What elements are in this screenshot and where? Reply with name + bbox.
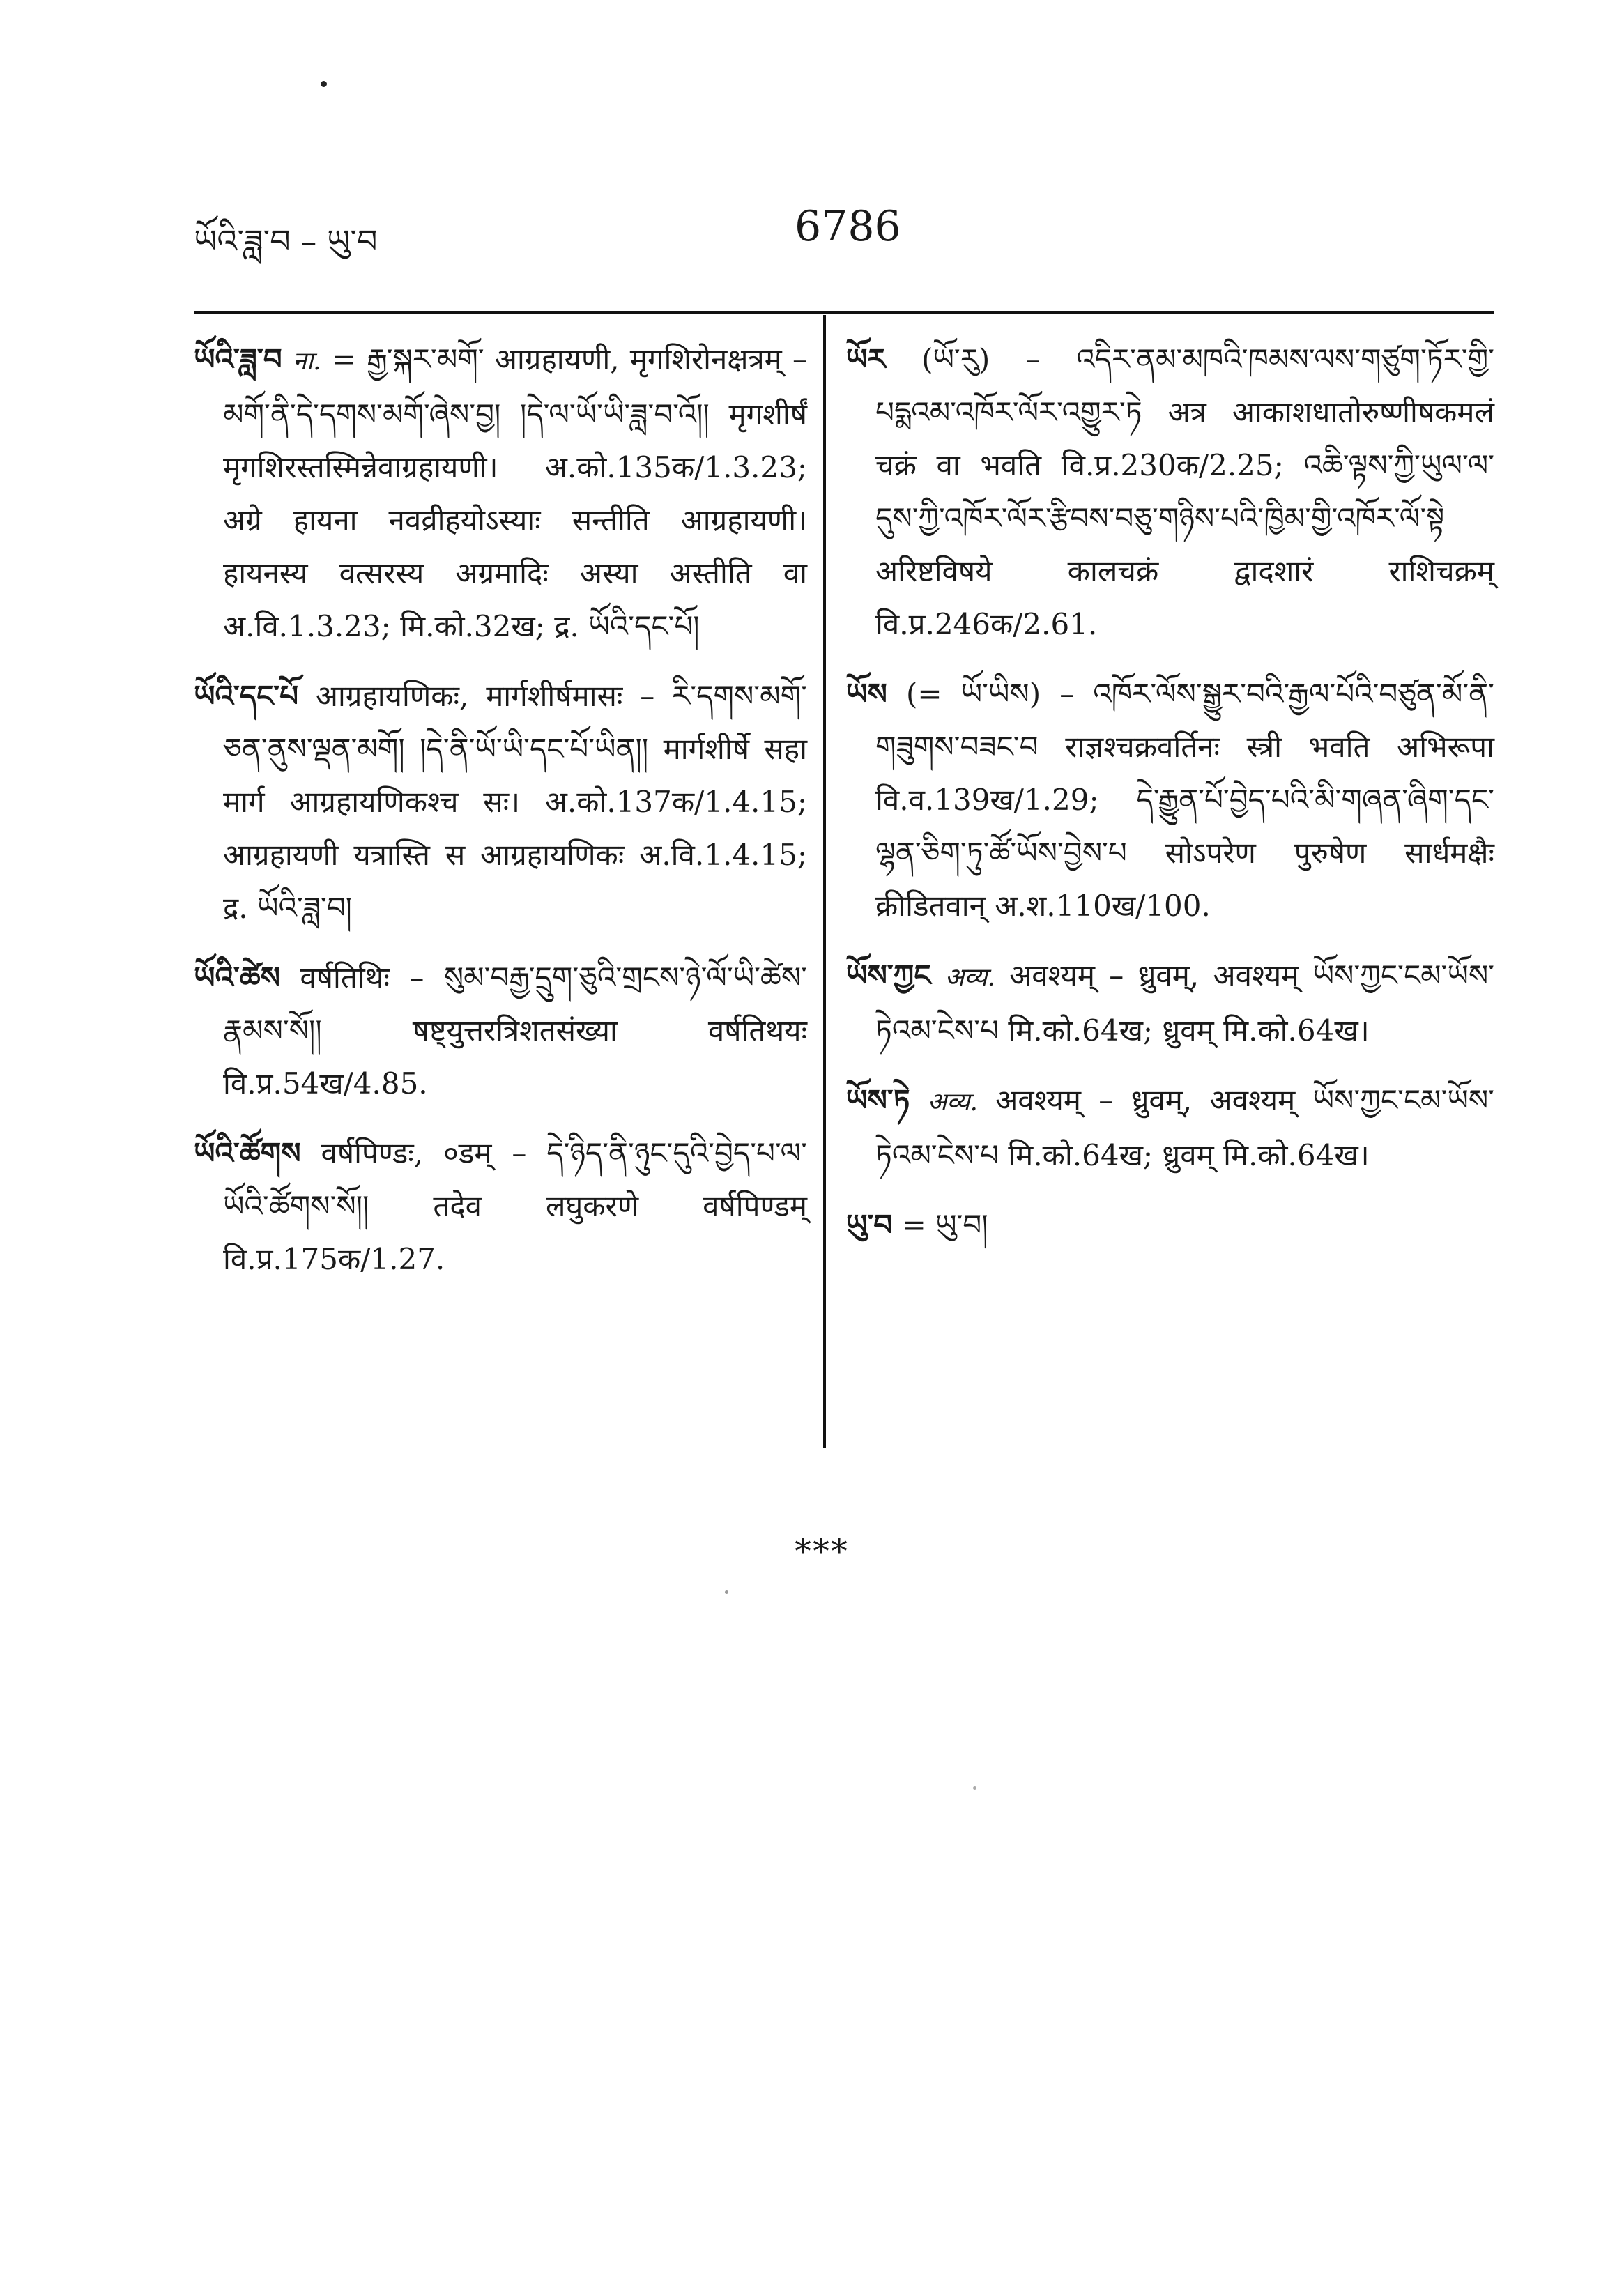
- entry-body: = ཡུ་བ།: [901, 1208, 988, 1242]
- entry-body: = རྒྱ་སྐར་མགོ་ आग्रहायणी, मृगशिरोनक्षत्रम् – མགོ་ནི་དེ་དགས་མགོ་ཞེས་བྱ། །དེ་ལ་ཡོ་ཡི་ཟླ་བ་འོ།། मृगशीर्षं मृगशिरस्तस्मिन्नेवाग्रहायणी। अ.को.135क/1.3.23; अग्रे हायना नवव्रीहयोऽस्याः सन्तीति आग्रहायणी। हायनस्य वत्सरस्य अग्रमादिः अस्या अस्तीति वा अ.वि.1.3.23; मि.को.32ख; द्र. ཡོའི་དང་པོ།: [223, 342, 807, 643]
- entry-headword: ཡོས་ཏེ: [846, 1083, 910, 1117]
- entry-headword: ཡོའི་ཚོགས: [194, 1136, 301, 1170]
- entry-headword: ཡོར: [846, 342, 886, 376]
- page-number: 6786: [795, 202, 901, 251]
- entry-headword: ཡོའི་ཟླ་བ: [194, 342, 282, 376]
- entry-body: वर्षतिथिः – སུམ་བརྒྱ་དྲུག་ཅུའི་གྲངས་ཉེ་ལོ་ཡི་ཚེས་རྣམས་སོ།། षष्ट्युत्तरत्रिशतसंख्या वर्षतिथयः वि.प्र.54ख/4.85.: [223, 960, 807, 1101]
- entry-headword: ཡོས་ཀྱང: [846, 958, 931, 992]
- dictionary-entry: [194, 1127, 807, 1286]
- entry-body: अवश्यम् – ध्रुवम्, अवश्यम् ཡོས་ཀྱང་ངམ་ཡོས་ཏེའམ་ངེས་པ मि.को.64ख; ध्रुवम् मि.को.64ख।: [875, 958, 1494, 1048]
- scan-speck: [725, 1590, 728, 1594]
- dictionary-entry: [846, 949, 1494, 1057]
- header-rule: [194, 311, 1494, 314]
- scan-speck: [321, 81, 327, 87]
- end-ornament: ***: [795, 1532, 849, 1571]
- entry-body: वर्षपिण्डः, ०डम् – དེ་ཉིད་ནི་ཉུང་དུའི་བྱེད་པ་ལ་ཡོའི་ཚོགས་སོ།། तदेव लघुकरणे वर्षपिण्डम् वि.प्र.175क/1.27.: [223, 1136, 807, 1276]
- entry-headword: ཡུ་བ: [846, 1208, 893, 1242]
- dictionary-entry: [194, 951, 807, 1110]
- right-column: [846, 333, 1494, 1268]
- dictionary-entry: [846, 668, 1494, 933]
- entry-grammar: अव्य.: [927, 1088, 978, 1117]
- dictionary-entry: [194, 333, 807, 653]
- entry-headword: ཡོའི་དང་པོ: [194, 679, 299, 713]
- entry-grammar: अव्य.: [944, 963, 995, 992]
- running-header: ཡོའི་ཟླ་བ – ཡུ་བ: [194, 222, 378, 260]
- column-divider: [823, 315, 826, 1448]
- entry-body: आग्रहायणिकः, मार्गशीर्षमासः – རི་དགས་མགོ་ཅན་ནུས་ལྡན་མགོ། །དེ་ནི་ཡོ་ཡི་དང་པོ་ཡིན།། मार्गशीर्षे सहा मार्ग आग्रहायणिकश्च सः। अ.को.137क/1.4.15; आग्रहायणी यत्रास्ति स आग्रहायणिकः अ.वि.1.4.15; द्र. ཡོའི་ཟླ་བ།: [223, 679, 807, 925]
- entry-body: (= ཡོ་ཡིས) – འཁོར་ལོས་སྒྱུར་བའི་རྒྱལ་པོའི་བཙུན་མོ་ནི་གཟུགས་བཟང་བ राज्ञश्चक्रवर्तिनः स्त्री भवति अभिरूपा वि.व.139ख/1.29; དེ་རྒྱུན་པོ་བྱེད་པའི་མི་གཞན་ཞིག་དང་ལྷན་ཅིག་ཏུ་ཚོ་ཡོས་བྱེས་པ सोऽपरेण पुरुषेण सार्धमक्षैः क्रीडितवान् अ.श.110ख/100.: [875, 677, 1495, 923]
- entry-body: (ཡོ་རུ) – འདིར་ནམ་མཁའི་ཁམས་ལས་གཙུག་ཏོར་གྱི་པདྨའམ་འཁོར་ལོར་འགྱུར་ཏེ अत्र आकाशधातोरुष्णीषकमलं चक्रं वा भवति वि.प्र.230क/2.25; འཆི་ལྟས་ཀྱི་ཡུལ་ལ་དུས་ཀྱི་འཁོར་ལོར་རྩིབས་བཅུ་གཉིས་པའི་ཁྱིམ་གྱི་འཁོར་ལོ་སྟེ अरिष्टविषये कालचक्रं द्वादशारं राशिचक्रम् वि.प्र.246क/2.61.: [875, 342, 1494, 641]
- entry-grammar: ना.: [292, 347, 321, 376]
- entry-headword: ཡོས: [846, 677, 887, 711]
- entry-body: अवश्यम् – ध्रुवम्, अवश्यम् ཡོས་ཀྱང་ངམ་ཡོས་ཏེའམ་ངེས་པ मि.को.64ख; ध्रुवम् मि.को.64ख।: [875, 1083, 1494, 1172]
- dictionary-entry: [846, 333, 1494, 651]
- left-column: [194, 333, 807, 1303]
- entry-headword: ཡོའི་ཚེས: [194, 960, 280, 995]
- dictionary-entry: [846, 1199, 1494, 1252]
- scan-speck: [973, 1786, 976, 1790]
- dictionary-entry: [194, 670, 807, 935]
- dictionary-entry: [846, 1074, 1494, 1182]
